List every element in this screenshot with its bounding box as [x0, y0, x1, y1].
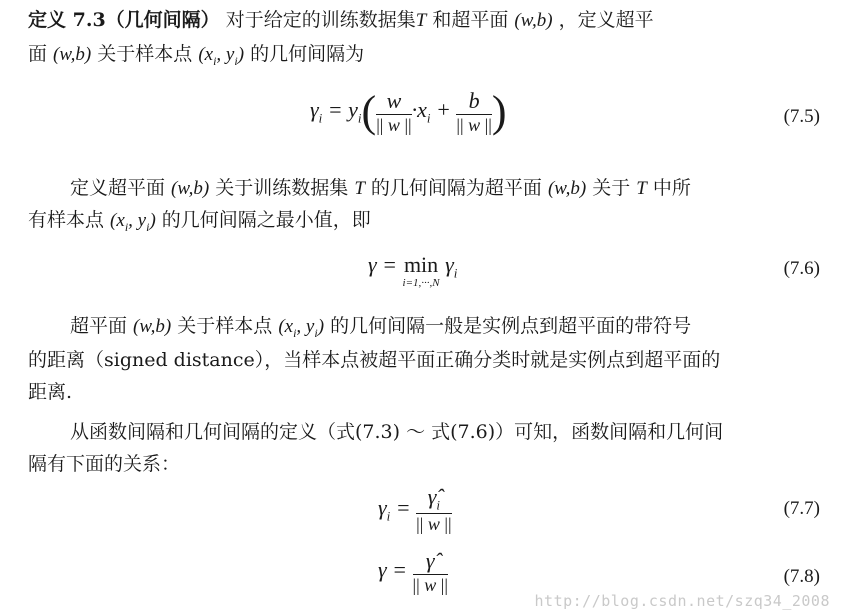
equation-7-8: γ = $\frac{\gammâ}{|| w ||}$	[378, 548, 448, 595]
text: 的几何间隔为超平面	[364, 177, 548, 199]
para3-line-2: 的距离（signed distance），当样本点被超平面正确分类时就是实例点到超平面的	[28, 349, 721, 371]
text: 中所	[646, 177, 691, 199]
text: 和超平面	[426, 9, 515, 31]
definition-line-1	[28, 8, 654, 33]
equation-number-7-6: (7.6)	[783, 258, 820, 279]
equation-7-7: $\gamma_i$ = $\frac{\gammâ_i}{|| w ||}$	[378, 484, 452, 535]
fraction-gamma-hat: $\frac{\gammâ_i}{|| w ||}$	[416, 484, 452, 535]
text: 的几何间隔之最小值，即	[155, 209, 371, 231]
para4-line-1: 从函数间隔和几何间隔的定义（式(7.3) ～ 式(7.6)）可知，函数间隔和几何间	[70, 421, 724, 443]
para4-line-2: 隔有下面的关系：	[28, 453, 181, 475]
definition-title: 定义 7.3（几何间隔）	[28, 9, 220, 31]
text: 的几何间隔为	[244, 43, 365, 65]
text: 关于样本点	[171, 315, 279, 337]
text: 关于训练数据集	[209, 177, 355, 199]
math-wb: (w,b)	[133, 316, 172, 337]
definition-line-2	[28, 42, 364, 73]
math-xiyi: ($x_i$, $y_i$)	[198, 44, 245, 68]
math-wb: (w,b)	[171, 178, 210, 199]
equation-number-7-7: (7.7)	[783, 498, 820, 519]
text: 对于给定的训练数据集	[219, 9, 416, 31]
equation-number-7-8: (7.8)	[783, 566, 820, 587]
text: 定义超平面	[70, 177, 172, 199]
min-range: i=1,···,N	[402, 277, 440, 289]
math-T: T	[354, 178, 365, 199]
para3-line-3: 距离.	[28, 381, 73, 403]
text: 有样本点	[28, 209, 111, 231]
math-wb: (w,b)	[514, 10, 553, 31]
text: 的几何间隔一般是实例点到超平面的带符号	[324, 315, 692, 337]
math-xiyi: ($x_i$, $y_i$)	[278, 316, 325, 340]
math-xiyi: ($x_i$, $y_i$)	[110, 210, 156, 234]
text: 关于样本点	[91, 43, 199, 65]
equation-7-5: $\gamma_i = y_i$( $\frac{w}{|| w ||}$ $\cdot x_i$ + $\frac{b}{|| w ||}$ )	[310, 87, 507, 136]
text: 面	[28, 43, 54, 65]
text: 超平面	[70, 315, 134, 337]
math-wb: (w,b)	[53, 44, 92, 65]
text: ，定义超平	[552, 9, 654, 31]
equation-number-7-5: (7.5)	[783, 106, 820, 127]
fraction-gamma-hat-2: $\frac{\gammâ}{|| w ||}$	[412, 548, 448, 595]
para3-line-1	[70, 314, 691, 345]
watermark-url: http://blog.csdn.net/szq34_2008	[534, 592, 830, 610]
para2-line-2	[28, 208, 371, 239]
equation-7-6: γ = min i=1,···,N $\gamma_i$	[368, 252, 458, 289]
fraction-b-norm: $\frac{b}{|| w ||}$	[456, 88, 492, 135]
para2-line-1	[70, 176, 691, 201]
math-T: T	[636, 178, 647, 199]
math-T: T	[415, 10, 427, 31]
math-wb: (w,b)	[547, 178, 587, 199]
fraction-w-norm: $\frac{w}{|| w ||}$	[376, 88, 412, 135]
text: 关于	[586, 177, 637, 199]
